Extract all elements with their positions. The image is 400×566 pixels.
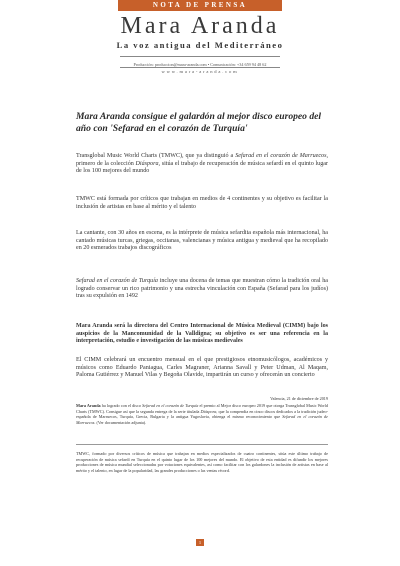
paragraph-4: Sefarad en el corazón de Turquía incluye una docena de temas que muestran cómo la tradición oral ha logrado conservar un rico patrimonio y una estrecha vinculación con España (Sefarad para los judíos) tras su expulsión en 1492 bbox=[76, 278, 328, 300]
body-paragraph-2: TMWC, formado por diversos críticos de música que trabajan en medios especializados de cuatro continentes, sitúa este último trabajo de recuperación de música sefardí en Turquía en el quinto lugar de los 100 mejores del mundo. El objetivo de esta entidad es difundir los mejores producciones de música mundial seleccionadas por votaciones equivalentes, así como facilitar con los galardones la inclusión de artistas en base al mérito y el talento, en lugar de la popularidad, las grandes producciones o las ventas récord. bbox=[76, 451, 328, 473]
headline: Mara Aranda consigue el galardón al mejor disco europeo del año con 'Sefarad en el corazón de Turquía' bbox=[76, 111, 322, 134]
header-divider bbox=[120, 56, 280, 57]
header-divider-2 bbox=[120, 67, 280, 68]
website-link[interactable]: www.mara-aranda.com bbox=[161, 69, 239, 74]
paragraph-6: El CIMM celebrará un encuentro mensual en el que prestigiosos etnomusicólogos, académicos y músicos como Eduardo Paniagua, Carles Magraner, Arianna Savall y Peter Udman, Al Maqam, Paloma Gutiérrez y Manuel Vilas y Begoña Olavide, impartirán un curso y ofrecerán un concierto bbox=[76, 357, 328, 379]
paragraph-5: Mara Aranda será la directora del Centro Internacional de Música Medieval (CIMM) bajo los auspicios de la Mancomunidad de la Valldigna; su objetivo es ser una referencia en la interpretación, estudio e investigación de las músicas medievales bbox=[76, 323, 328, 345]
paragraph-1: Transglobal Music World Charts (TMWC), que ya distinguió a Sefarad en el corazón de Marruecos, primero de la colección Diáspora, sitúa el trabajo de recuperación de música sefardí en el quinto lugar de los 100 mejores del mundo bbox=[76, 153, 328, 175]
body-divider bbox=[76, 444, 328, 445]
paragraph-2: TMWC está formada por críticos que trabajan en medios de 4 continentes y su objetivo es facilitar la inclusión de artistas en base al mérito y el talento bbox=[76, 196, 328, 210]
body-paragraph-1: Mara Aranda ha logrado con el disco Sefarad en el corazón de Turquía el premio al Mejor disco europeo 2019 que otorga Transglobal Music World Charts (TMWC). Consigue así que la segunda entrega de la serie titulada Diáspora, que la compendia en cinco discos dedicados a la tradición judeo-española de Marruecos, Turquía, Grecia, Bulgaria y la antigua Yugoslavia, obtenga el mismo reconocimiento que Sefarad en el corazón de Marruecos. (Ver documentación adjunta). bbox=[76, 403, 329, 425]
page-number: 1 bbox=[196, 539, 204, 546]
contact-line: Producción: produccion@mara-aranda.com • Comunicación: +34 659 94 48 62 bbox=[133, 62, 267, 67]
dateline: Valencia, 21 de diciembre de 2019 bbox=[270, 396, 328, 401]
press-release-label: NOTA DE PRENSA bbox=[152, 1, 248, 9]
brand-tagline: La voz antigua del Mediterráneo bbox=[116, 40, 284, 50]
brand-name: Mara Aranda bbox=[120, 13, 280, 39]
paragraph-3: La cantante, con 30 años en escena, es la intérprete de música sefardita española más internacional, ha cantado músicas turcas, griegas, occitanas, valencianas y música antigua y medieval que ha recopilado en 20 esmerados trabajos discográficos bbox=[76, 230, 328, 252]
